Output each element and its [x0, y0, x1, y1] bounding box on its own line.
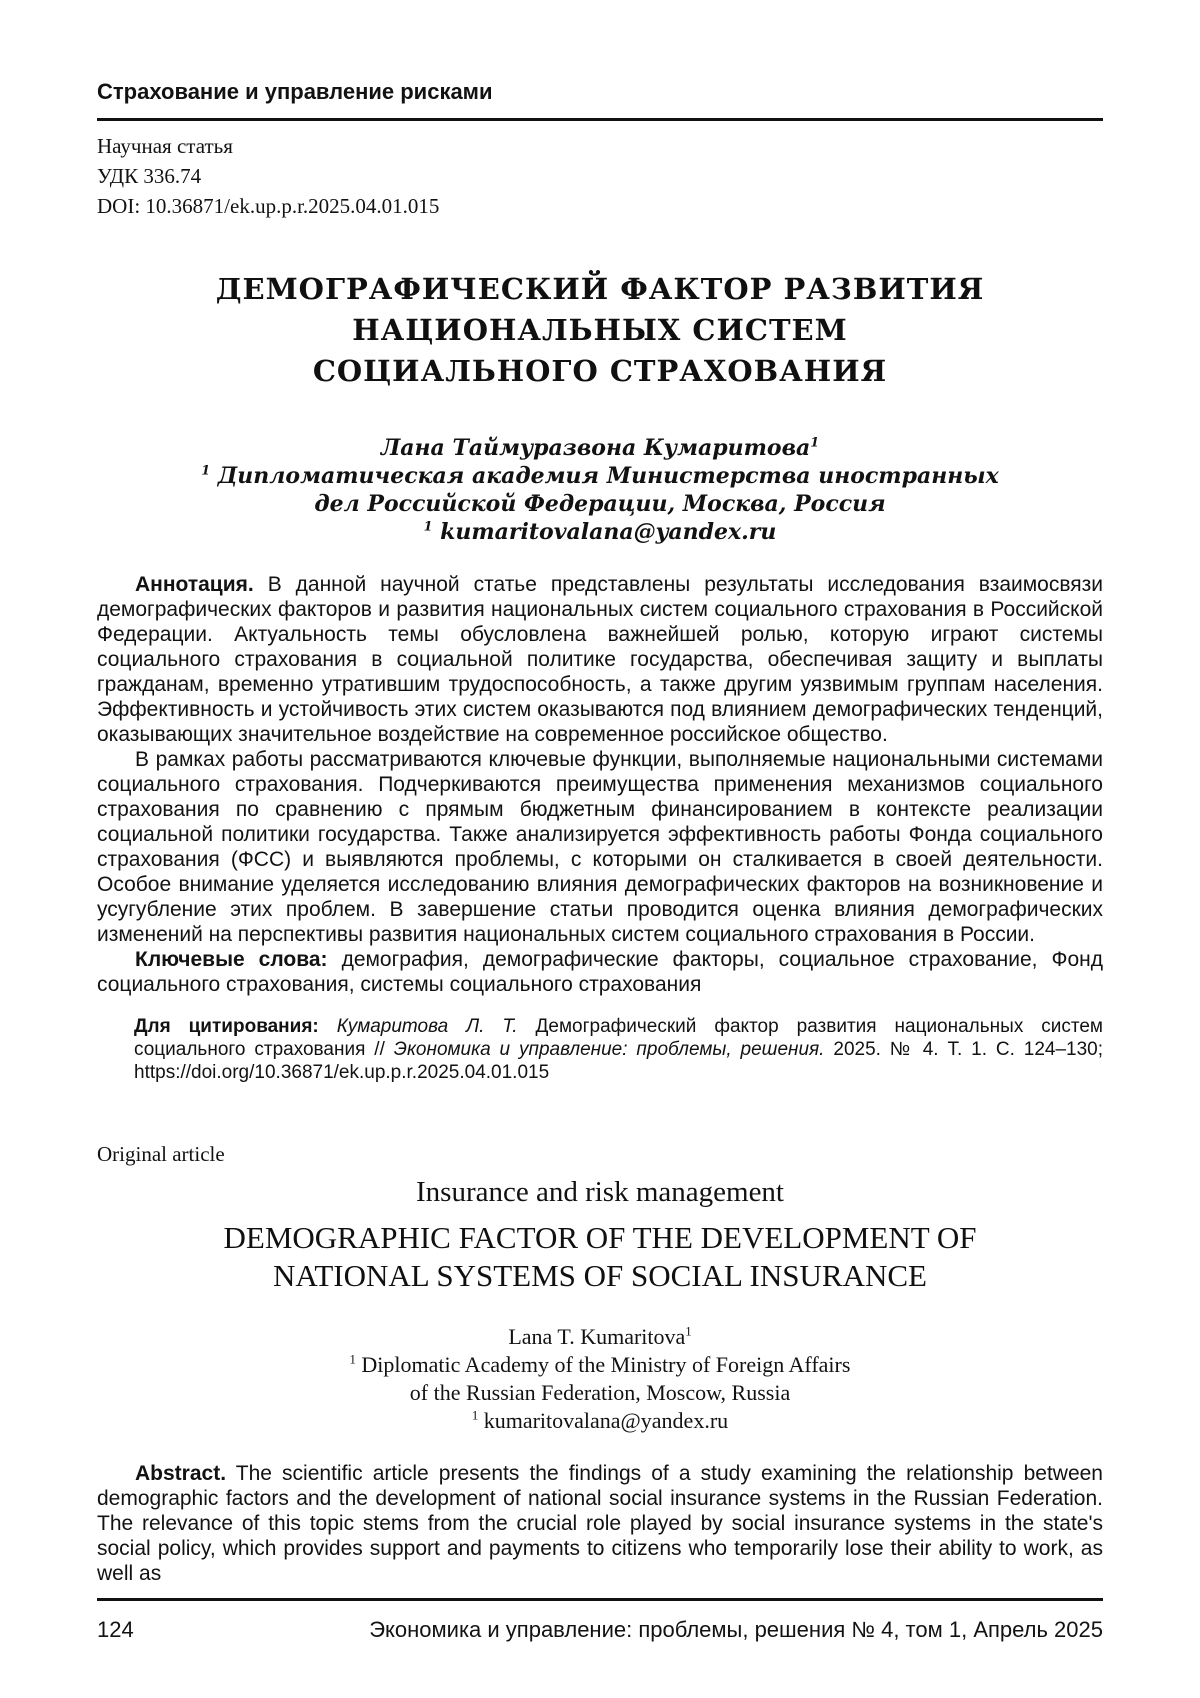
footnote-marker: 1 [685, 1324, 692, 1339]
footnote-marker: 1 [349, 1352, 356, 1367]
abstract-en-label: Abstract. [135, 1462, 227, 1485]
email-ru-text: kumaritovalana@yandex.ru [440, 519, 777, 545]
citation-block [134, 1015, 1103, 1084]
author-name-en [97, 1323, 1103, 1351]
authors-block-en [97, 1323, 1103, 1435]
article-type-ru: Научная статья [97, 134, 233, 158]
footnote-marker: 1 [471, 1408, 479, 1423]
email-en [97, 1407, 1103, 1435]
author-name-en-text: Lana T. Kumaritova [508, 1324, 686, 1349]
email-ru [97, 518, 1103, 546]
affiliation-ru-text1: Дипломатическая академия Министерства иностранных [217, 463, 999, 489]
affiliation-ru-line2: дел Российской Федерации, Москва, Россия [314, 491, 886, 517]
abstract-en-paragraph-1 [97, 1461, 1103, 1586]
article-title-ru: ДЕМОГРАФИЧЕСКИЙ ФАКТОР РАЗВИТИЯ НАЦИОНАЛЬНЫХ СИСТЕМ СОЦИАЛЬНОГО СТРАХОВАНИЯ [215, 272, 985, 388]
citation-tail: 2025. № 4. Т. 1. С. 124–130; https://doi.org/10.36871/ek.up.p.r.2025.04.01.015 [134, 1039, 1104, 1083]
citation-label: Для цитирования: [134, 1016, 319, 1037]
citation-author: Кумаритова Л. Т. [336, 1016, 518, 1037]
page-footer [97, 1617, 1103, 1643]
running-head [97, 80, 1103, 121]
section-title: Страхование и управление рисками [97, 79, 493, 104]
doi-line: DOI: 10.36871/ek.up.p.r.2025.04.01.015 [97, 194, 440, 218]
abstract-ru [97, 572, 1103, 997]
citation-journal: Экономика и управление: проблемы, решения. [393, 1039, 825, 1060]
footnote-marker: 1 [423, 519, 433, 535]
page-number: 124 [97, 1617, 134, 1642]
authors-block-ru [97, 434, 1103, 546]
affiliation-en-text1: Diplomatic Academy of the Ministry of Foreign Affairs [361, 1352, 851, 1377]
footnote-marker: 1 [810, 435, 820, 451]
abstract-ru-paragraph-2 [97, 747, 1103, 947]
footer-divider [97, 1598, 1103, 1601]
abstract-ru-text-1: В данной научной статье представлены результаты исследования взаимосвязи демографических факторов и развития национальных систем социального страхования в Российской Федерации. Актуальность темы обусловлена важнейшей ролью, которую играют системы социального страхования в социальной политике государства, обеспечивая защиту и выплаты гражданам, временно утратившим трудоспособность, а также другим уязвимым группам населения. Эффективность и устойчивость этих систем оказываются под влиянием демографических тенденций, оказывающих значительное воздействие на современное российское общество. [97, 573, 1103, 746]
author-name-ru-text: Лана Таймуразвона Кумаритова [380, 435, 811, 461]
keywords-ru-text: демография, демографические факторы, социальное страхование, Фонд социального страхования, системы социального страхования [97, 948, 1103, 996]
section-title-en: Insurance and risk management [416, 1176, 784, 1208]
article-title-en: DEMOGRAPHIC FACTOR OF THE DEVELOPMENT OF NATIONAL SYSTEMS OF SOCIAL INSURANCE [223, 1220, 977, 1293]
keywords-ru [97, 947, 1103, 997]
affiliation-en-line2: of the Russian Federation, Moscow, Russia [409, 1380, 791, 1405]
journal-info: Экономика и управление: проблемы, решения № 4, том 1, Апрель 2025 [369, 1617, 1103, 1642]
abstract-ru-paragraph-1 [97, 572, 1103, 747]
udc-number: УДК 336.74 [97, 164, 202, 188]
article-meta [97, 131, 1103, 221]
article-type-en: Original article [97, 1142, 225, 1166]
abstract-en-text-1: The scientific article presents the findings of a study examining the relationship between demographic factors and the development of national social insurance systems in the Russian Federation. The relevance of this topic stems from the crucial role played by social insurance systems in the state's social policy, which provides support and payments to citizens who temporarily lose their ability to work, as well as [97, 1462, 1103, 1585]
affiliation-en-line1 [97, 1351, 1103, 1379]
abstract-ru-label: Аннотация. [135, 573, 254, 596]
abstract-ru-text-2: В рамках работы рассматриваются ключевые функции, выполняемые национальными системами социального страхования. Подчеркиваются преимущества применения механизмов социального страхования по сравнению с прямым бюджетным финансированием в контексте реализации социальной политики государства. Также анализируется эффективность работы Фонда социального страхования (ФСС) и выявляются проблемы, с которыми он сталкивается в своей деятельности. Особое внимание уделяется исследованию влияния демографических факторов на возникновение и усугубление этих проблем. В завершение статьи проводится оценка влияния демографических изменений на перспективы развития национальных систем социального страхования в России. [97, 748, 1103, 946]
email-en-text: kumaritovalana@yandex.ru [483, 1408, 729, 1433]
footnote-marker: 1 [201, 463, 211, 479]
citation-text: Демографический фактор развития национальных систем социального страхования // [134, 1016, 1103, 1060]
affiliation-ru-line1 [97, 462, 1103, 490]
author-name-ru [97, 434, 1103, 462]
keywords-ru-label: Ключевые слова: [135, 948, 328, 971]
abstract-en [97, 1461, 1103, 1586]
